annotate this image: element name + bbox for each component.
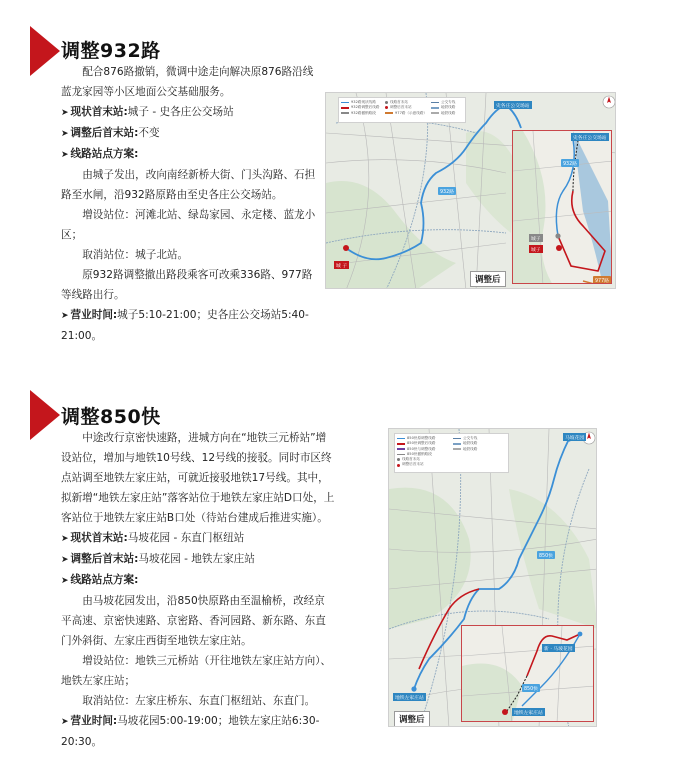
legend-item — [431, 111, 455, 116]
current-terminals-label: 现状首末站: — [70, 106, 128, 118]
legend-text: 公交专线 — [463, 436, 478, 440]
legend-text: 线路首末站 — [390, 100, 408, 104]
map-line-tag: 932路 — [438, 187, 456, 195]
section-body — [61, 62, 316, 346]
map-tag-start: 马坡花园 — [563, 433, 586, 441]
arrow-bullet-icon: ➤ — [61, 311, 69, 321]
legend-dot — [397, 464, 400, 467]
adjusted-terminals-label: 调整后首末站: — [70, 553, 139, 565]
legend-column — [385, 100, 427, 116]
removed-stops: 取消站位：城子北站。 — [82, 249, 189, 261]
map-tag-end: 史各庄公交场站 — [494, 101, 532, 109]
legend-text: 850快原调整线路 — [407, 436, 436, 440]
section-marker-icon — [30, 26, 60, 76]
legend-swatch — [431, 112, 439, 114]
adjusted-terminals-value: 不变 — [138, 127, 160, 139]
current-terminals-value: 马坡花园 - 东直门枢纽站 — [127, 532, 245, 544]
legend-text: 调整后首末站 — [402, 462, 424, 467]
route-map-932 — [325, 92, 616, 289]
legend-swatch — [385, 112, 393, 114]
operating-hours — [61, 711, 335, 752]
inset-line-tag-977: 977路 — [593, 276, 611, 284]
inset-map-background — [513, 131, 612, 284]
legend-text: 地铁线路 — [463, 446, 478, 451]
arrow-bullet-icon: ➤ — [61, 534, 69, 544]
current-terminals-label: 现状首末站: — [70, 532, 128, 544]
map-tag-start: 城 子 — [334, 261, 349, 269]
legend-column — [397, 436, 435, 468]
legend-text: 932路撤销路段 — [351, 110, 376, 115]
legend-text: 850快撤销路段 — [407, 451, 432, 456]
current-terminals — [61, 102, 316, 123]
legend-column — [341, 100, 379, 116]
map-inset-after — [461, 625, 594, 722]
legend-column — [453, 436, 477, 452]
legend-swatch — [431, 107, 439, 109]
legend-text: 调整后首末站 — [390, 105, 412, 110]
operating-hours-label: 营业时间: — [70, 715, 118, 727]
legend-dot — [397, 458, 400, 461]
operating-hours-value: 马坡花园5:00-19:00；地铁左家庄站6:30-20:30。 — [61, 715, 320, 748]
arrow-bullet-icon: ➤ — [61, 150, 69, 160]
legend-item — [341, 111, 379, 116]
adjusted-terminals-value: 马坡花园 - 地铁左家庄站 — [138, 553, 255, 565]
inset-tag-start: 新 · 马坡花园 — [542, 644, 575, 652]
after-adjustment-label: 调整后 — [394, 711, 430, 727]
legend-dot — [385, 101, 388, 104]
adjusted-terminals — [61, 549, 335, 570]
legend-swatch — [397, 454, 405, 456]
inset-line-tag: 932路 — [561, 159, 579, 167]
legend-text: 地铁线路 — [463, 441, 478, 446]
map-inset-after — [512, 130, 612, 284]
legend-swatch — [453, 448, 461, 450]
legend-item — [397, 462, 435, 467]
inset-tag-chengzi-new: 城子 — [529, 245, 543, 253]
legend-text: 932路现状线路 — [351, 100, 376, 104]
inset-tag-chengzi-old: 城子 — [529, 234, 543, 242]
legend-item — [385, 111, 427, 116]
legend-text: 地铁线路 — [441, 105, 456, 110]
inset-tag-end: 地铁左家庄站 — [512, 708, 545, 716]
section-adjust-932 — [0, 0, 696, 340]
legend-swatch — [341, 102, 349, 104]
legend-text: 850快与调整线路 — [407, 446, 436, 451]
route-plan — [61, 144, 316, 165]
legend-item — [453, 447, 477, 452]
legend-swatch — [341, 112, 349, 114]
current-terminals-value: 城子 - 史各庄公交场站 — [127, 106, 234, 118]
route-plan-label: 线路站点方案: — [70, 574, 139, 586]
map-line-tag: 850快 — [537, 551, 555, 559]
section-marker-icon — [30, 390, 60, 440]
route-plan — [61, 570, 335, 591]
route-map-850 — [388, 428, 597, 727]
route-plan-label: 线路站点方案: — [70, 148, 139, 160]
operating-hours-label: 营业时间: — [70, 309, 118, 321]
legend-swatch — [397, 438, 405, 440]
current-terminals — [61, 528, 335, 549]
section-title: 调整932路 — [61, 40, 161, 62]
inset-tag-top: 史各庄公交场站 — [571, 133, 609, 141]
transfer-note: 原932路调整撤出路段乘客可改乘336路、977路等线路出行。 — [61, 269, 313, 301]
legend-text: 932路调整后线路 — [351, 105, 380, 110]
arrow-bullet-icon: ➤ — [61, 576, 69, 586]
legend-swatch — [341, 107, 349, 109]
added-stops: 增设站位：地铁三元桥站（开往地铁左家庄站方向）、地铁左家庄站； — [61, 655, 332, 687]
legend-text: 地铁线路 — [441, 110, 456, 115]
operating-hours-value: 城子5:10-21:00；史各庄公交场站5:40-21:00。 — [61, 309, 309, 342]
legend-swatch — [453, 438, 461, 440]
section-title: 调整850快 — [61, 406, 161, 428]
legend-dot — [385, 106, 388, 109]
section-adjust-850 — [0, 388, 696, 776]
route-plan-text: 由马坡花园发出，沿850快原路由至温榆桥，改经京平高速、京密快速路、京密路、香河园路、新东路、东直门外斜街、左家庄西街至地铁左家庄站。 — [61, 595, 326, 647]
map-legend — [338, 97, 466, 123]
legend-text: 公交专线 — [441, 100, 456, 104]
legend-text: 线路首末站 — [402, 457, 420, 462]
intro-paragraph: 配合876路撤销，微调中途走向解决原876路沿线蓝龙家园等小区地面公交基础服务。 — [61, 66, 314, 98]
section-body — [61, 428, 335, 752]
legend-swatch — [397, 443, 405, 445]
route-plan-text: 由城子发出，改向南经新桥大街、门头沟路、石担路至水闸，沿932路原路由至史各庄公交场站。 — [61, 169, 316, 201]
removed-stops: 取消站位：左家庄桥东、东直门枢纽站、东直门。 — [82, 695, 316, 707]
added-stops: 增设站位：河滩北站、绿岛家园、永定楼、蓝龙小区； — [61, 209, 316, 241]
map-legend — [394, 433, 509, 473]
intro-paragraph: 中途改行京密快速路，进城方向在“地铁三元桥站”增设站位，增加与地铁10号线、12号线的接驳。同时市区终点站调至地铁左家庄站，可就近接驳地铁17号线。其中，拟新增“地铁左家庄站”落客站位于地铁左家庄站D口处，上客站位于地铁左家庄站B口处（待站台建成后推进实施）。 — [61, 432, 335, 524]
arrow-bullet-icon: ➤ — [61, 555, 69, 565]
after-adjustment-label: 调整后 — [470, 271, 506, 287]
legend-column — [431, 100, 455, 116]
inset-line-tag: 850快 — [522, 684, 540, 692]
arrow-bullet-icon: ➤ — [61, 129, 69, 139]
adjusted-terminals-label: 调整后首末站: — [70, 127, 139, 139]
legend-swatch — [397, 448, 405, 450]
legend-swatch — [453, 443, 461, 445]
legend-text: 850快调整后线路 — [407, 441, 436, 446]
legend-text: 977路（示意线路） — [395, 110, 428, 115]
adjusted-terminals — [61, 123, 316, 144]
compass-icon — [602, 95, 616, 109]
map-tag-end: 地铁左家庄站 — [393, 693, 426, 701]
arrow-bullet-icon: ➤ — [61, 108, 69, 118]
operating-hours — [61, 305, 316, 346]
arrow-bullet-icon: ➤ — [61, 717, 69, 727]
legend-swatch — [431, 102, 439, 104]
